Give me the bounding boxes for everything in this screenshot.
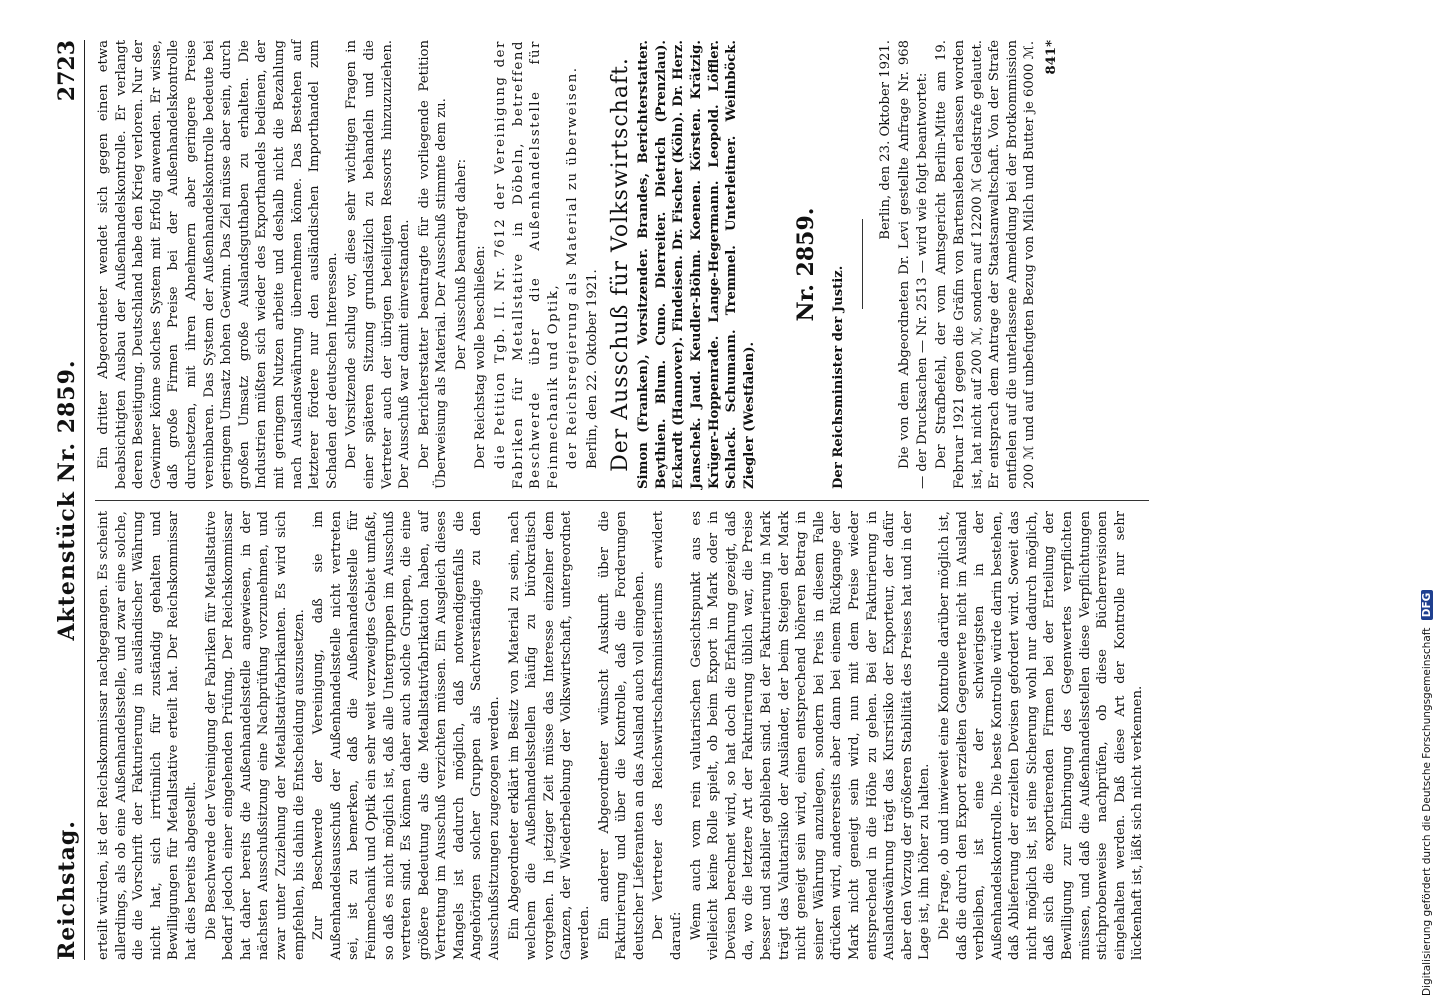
header-left: Reichstag. xyxy=(54,820,80,960)
page-number: 2723 xyxy=(54,40,80,102)
column-divider xyxy=(95,500,1149,501)
anfrage-paragraph: Die von dem Abgeordneten Dr. Levi gestellte Anfrage Nr. 968 — der Drucksachen — Nr. 2513 — wird wie folgt beantwortet: xyxy=(897,40,930,489)
committee-members: Simon (Franken), Vorsitzender. Brandes, Berichterstatter. Beythien. Blum. Cuno. Dierreiter. Dietrich (Prenzlau). Eckardt (Hannover). Findeisen. Dr. Fischer (Köln). Dr. Herz. Janschek. Jaud. Keudler-Böhm. Koenen. Körsten. Krätzig. Krüger-Hoppenrade. Lange-Hegermann. Leopold. Löffler. Schlack. Schumann. Tremmel. Unterleitner. Weilnböck. Ziegler (Westfalen). xyxy=(636,40,757,489)
paragraph: Ein dritter Abgeordneter wendet sich gegen einen etwa beabsichtigten Ausbau der Außenhandelskontrolle. Er verlangt deren Beseitigung. Deutschland habe den Krieg verloren. Nur der Gewinner könne solches System mit Erfolg anwenden. Er wisse, daß große Firmen Preise bei der Außenhandelskontrolle durchsetzen, mit ihren Abnehmern aber geringere Preise vereinbaren. Das System der Außenhandelskontrolle bedeute bei geringem Umsatz hohen Gewinn. Das Ziel müsse aber sein, durch großen Umsatz große Auslandsguthaben zu erhalten. Die Industrien müßten sich wieder des Exporthandels bedienen, der mit geringem Nutzen arbeite und deshalb nicht die Bezahlung nach Auslandswährung übernehmen könne. Das Bestehen auf letzterer fördere nur den ausländischen Importhandel zum Schaden der deutschen Interessen. xyxy=(96,40,340,489)
date-line-2: Berlin, den 23. Oktober 1921. xyxy=(877,40,893,240)
paragraph: erteilt würden, ist der Reichskommissar nachgegangen. Es scheint allerdings, als ob eine Außenhandelsstelle, und zwar eine solche, die die Vorschrift der Fakturierung in ausländischer Währung nicht hat, sich irrtümlich für zuständig gehalten und Bewilligungen für Metallstative erteilt hat. Der Reichskommissar hat dies bereits abgestellt. xyxy=(96,511,199,960)
page-header xyxy=(50,40,85,960)
paragraph: Ein Abgeordneter erklärt im Besitz von Material zu sein, nach welchem die Außenhandelsstellen häufig zu bürokratisch vorgehen. In jetziger Zeit müsse das Interesse einzelner dem Ganzen, der Wiederbelebung der Volkswirtschaft, untergeordnet werden. xyxy=(506,511,593,960)
antrag-intro: Der Ausschuß beantragt daher: xyxy=(453,158,469,371)
minister-line: Der Reichsminister der Justiz. xyxy=(830,265,846,489)
signature-number: 841* xyxy=(1043,40,1059,75)
beschliessen: Der Reichstag wolle beschließen: xyxy=(473,245,489,469)
paragraph: Die Frage, ob und inwieweit eine Kontrolle darüber möglich ist, daß die durch den Export erzielten Gegenwerte nicht im Ausland verbleiben, ist eine der schwierigsten in der Außenhandelskontrolle. Die beste Kontrolle würde darin bestehen, daß Ablieferung der erzielten Devisen gefordert wird. Soweit das nicht möglich ist, ist eine Sicherung wohl nur dadurch möglich, daß sich die exportierenden Firmen bei der Erteilung der Bewilligung zur Einbringung des Gegenwertes verpflichten müssen, und daß die Außenhandelsstellen diese Verpflichtungen stichprobenweise nachprüfen, ob diese Bücherrevisionen eingehalten werden. Daß diese Art der Kontrolle nur sehr lückenhaft ist, läßt sich nicht verkennen. xyxy=(936,511,1146,960)
paragraph: Der Vertreter des Reichswirtschaftsministeriums erwidert darauf: xyxy=(651,511,684,960)
paragraph: Der Berichterstatter beantragte für die vorliegende Petition Überweisung als Material. Der Ausschuß stimmte dem zu. xyxy=(416,40,450,489)
paragraph: Der Vorsitzende schlug vor, diese sehr wichtigen Fragen in einer späteren Sitzung grundsätzlich zu behandeln und die Vertreter auch der übrigen beteiligten Ressorts hinzuzuziehen. Der Ausschuß war damit einverstanden. xyxy=(344,40,413,489)
paragraph: Zur Beschwerde der Vereinigung, daß sie im Außenhandelsausschuß der Außenhandelsstelle nicht vertreten sei, ist zu bemerken, daß die Außenhandelsstelle für Feinmechanik und Optik ein sehr weit verzweigtes Gebiet umfaßt, so daß es nicht möglich ist, daß alle Untergruppen im Ausschuß vertreten sind. Es können daher auch solche Gruppen, die eine größere Bedeutung als die Metallstativfabrikation haben, auf Vertretung im Ausschuß verzichten müssen. Ein Ausgleich dieses Mangels ist dadurch möglich, daß notwendigenfalls die Angehörigen solcher Gruppen als Sachverständige zu den Ausschußsitzungen zugezogen werden. xyxy=(311,511,503,960)
funding-note xyxy=(1421,0,1433,996)
paragraph: Die Beschwerde der Vereinigung der Fabriken für Metallstative bedarf jedoch einer eingehenden Prüfung. Der Reichskommissar hat daher bereits die Außenhandelsstelle angewiesen, in der nächsten Ausschußsitzung eine Nachprüfung vorzunehmen, und zwar unter Zuziehung der Metallstativfabrikanten. Es wird sich empfehlen, bis dahin die Entscheidung auszusetzen. xyxy=(203,511,307,960)
document-number-title: Nr. 2859. xyxy=(793,207,820,322)
petition-text-2: der Reichsregierung als Material zu überweisen. xyxy=(565,66,581,469)
committee-title: Der Ausschuß für Volkswirtschaft. xyxy=(607,57,633,472)
column-right xyxy=(95,40,1149,489)
dfg-logo-badge: DFG xyxy=(1421,590,1433,621)
column-left xyxy=(95,511,1149,960)
date-line: Berlin, den 22. Oktober 1921. xyxy=(585,269,601,469)
funding-text: Digitalisierung gefördert durch die Deutsche Forschungsgemeinschaft xyxy=(1421,627,1433,996)
header-center: Aktenstück Nr. 2859. xyxy=(54,359,80,641)
divider-rule xyxy=(862,220,863,310)
answer-paragraph: Der Strafbefehl, der vom Amtsgericht Berlin-Mitte am 19. Februar 1921 gegen die Gräfin von Bartensleben erlassen worden ist, hat nicht auf 200 ℳ, sondern auf 12200 ℳ Geldstrafe gelautet. Er entsprach dem Antrage der Staatsanwaltschaft. Von der Strafe entfielen auf die unterlassene Anmeldung bei der Brotkommission 200 ℳ und auf unbefugten Bezug von Milch und Butter je 6000 ℳ. xyxy=(934,40,1038,489)
paragraph: Wenn auch vom rein valutarischen Gesichtspunkt aus es vielleicht keine Rolle spielt, ob beim Export in Mark oder in Devisen berechnet wird, so hat doch die Erfahrung gezeigt, daß da, wo die letztere Art der Fakturierung üblich war, die Preise besser und stabiler geblieben sind. Bei der Fakturierung in Mark trägt das Valutarisiko der Ausländer, der beim Steigen der Mark nicht geneigt sein wird, einen entsprechend höheren Betrag in seiner Währung anzulegen, sondern bei Preis in diesem Falle drücken wird, andererseits aber dann bei einem Rückgange der Mark nicht geneigt sein wird, nun mit dem Preise wieder entsprechend in die Höhe zu gehen. Bei der Fakturierung in Auslandswährung trägt das Kursrisiko der Exporteur, der dafür aber den Vorzug der größeren Stabilität des Preises hat und in der Lage ist, ihn höher zu halten. xyxy=(688,511,933,960)
paragraph: Ein anderer Abgeordneter wünscht Auskunft über die Fakturierung und über die Kontrolle, daß die Forderungen deutscher Lieferanten an das Ausland auch voll eingehen. xyxy=(596,511,647,960)
petition-text: die Petition Tgb. II. Nr. 7612 der Vereinigung der Fabriken für Metallstative in Döbeln, betreffend Beschwerde über die Außenhandelsstelle für Feinmechanik und Optik, xyxy=(493,40,561,489)
